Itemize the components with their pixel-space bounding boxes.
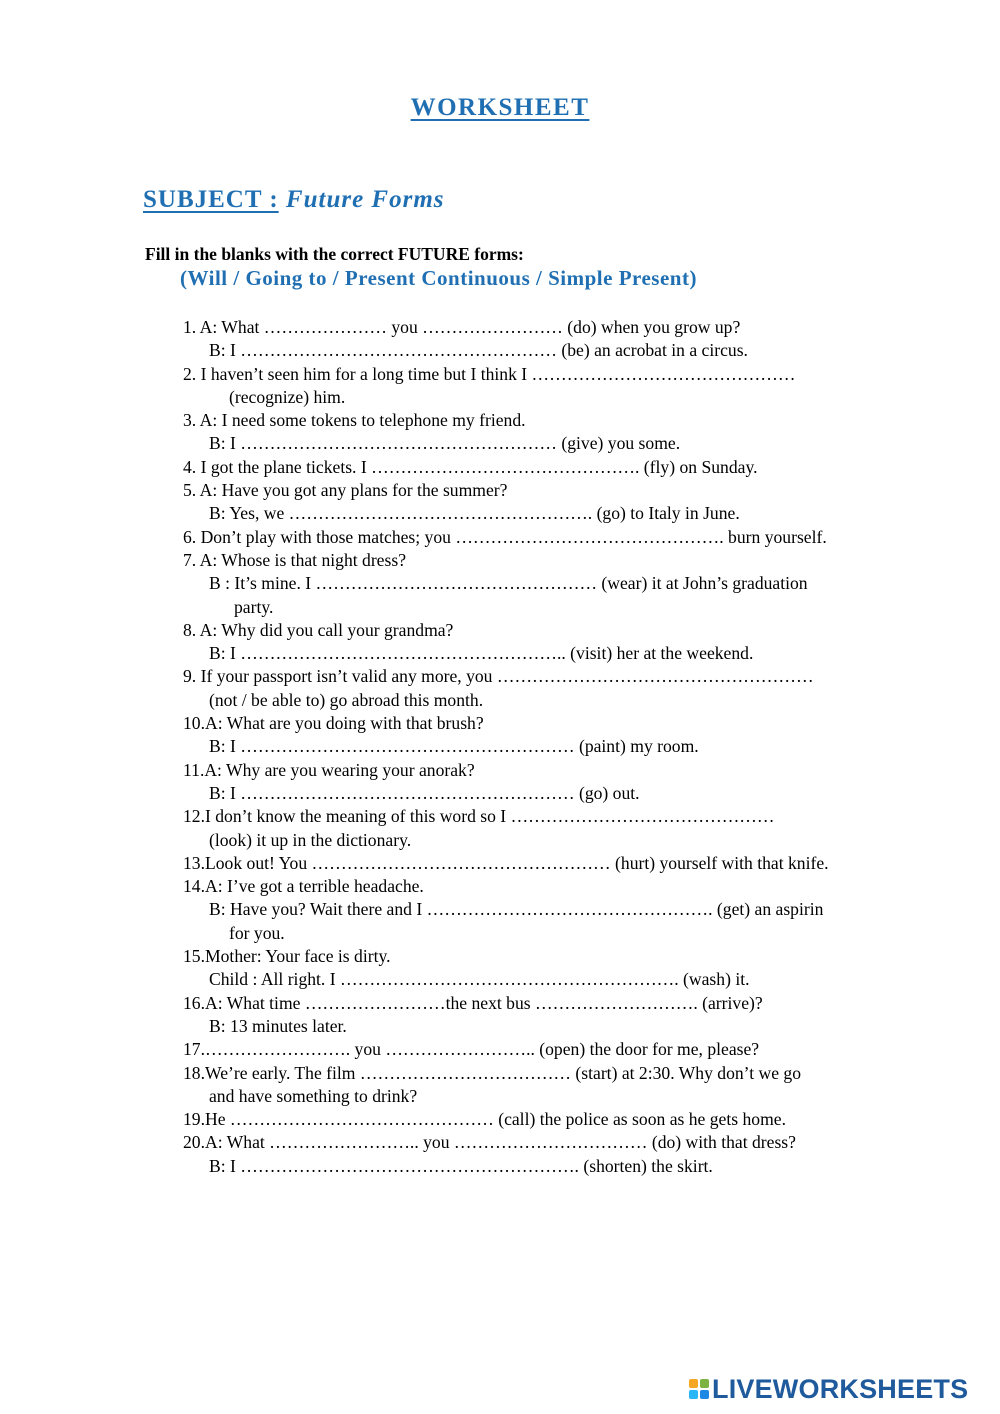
exercise-line: 1. A: What ………………… you …………………… (do) when you grow up? <box>183 317 741 337</box>
subject-value: Future Forms <box>285 186 445 213</box>
logo-square-1 <box>689 1379 698 1388</box>
exercise-line: 14.A: I’ve got a terrible headache. <box>183 876 424 897</box>
exercise-line: B: I ………………………………………………… (go) out. <box>209 782 640 803</box>
subject-heading <box>143 186 445 214</box>
exercise-line: B : It’s mine. I ………………………………………… (wear) it at John’s graduation <box>209 573 808 594</box>
exercise-line: B: Have you? Wait there and I …………………………………………. (get) an aspirin <box>209 899 824 920</box>
form-options: (Will / Going to / Present Continuous / Simple Present) <box>180 266 697 290</box>
exercise-line: 3. A: I need some tokens to telephone my friend. <box>183 410 526 431</box>
liveworksheets-logo[interactable] <box>689 1373 968 1405</box>
logo-square-3 <box>689 1390 698 1399</box>
exercise-line: 12.I don’t know the meaning of this word so I ……………………………………… <box>183 806 775 827</box>
exercise-line: (look) it up in the dictionary. <box>209 829 412 850</box>
exercise-line: B: Yes, we ……………………………………………. (go) to Italy in June. <box>209 503 740 524</box>
exercise-line: 16.A: What time ……………………the next bus ………………………. (arrive)? <box>183 992 763 1013</box>
exercise-line: 6. Don’t play with those matches; you ………………………………………. burn yourself. <box>183 526 827 547</box>
exercise-line: 4. I got the plane tickets. I ………………………………………. (fly) on Sunday. <box>183 456 758 477</box>
exercise-line: 5. A: Have you got any plans for the summer? <box>183 480 508 501</box>
exercise-line: B: I ……………………………………………… (give) you some. <box>209 433 681 454</box>
exercise-line: 13.Look out! You …………………………………………… (hurt) yourself with that knife. <box>183 852 829 873</box>
logo-square-4 <box>700 1390 709 1399</box>
exercise-line: B: I …………………………………………………. (shorten) the skirt. <box>209 1155 713 1176</box>
page-title: WORKSHEET <box>410 94 590 121</box>
exercise-line: Child : All right. I …………………………………………………. (wash) it. <box>209 969 750 990</box>
exercise-line: 7. A: Whose is that night dress? <box>183 549 406 570</box>
instructions: Fill in the blanks with the correct FUTURE forms: <box>145 244 524 264</box>
exercise-line: 9. If your passport isn’t valid any more, you ……………………………………………… <box>183 666 814 687</box>
exercise-line: 10.A: What are you doing with that brush? <box>183 713 484 734</box>
exercise-line: 2. I haven’t seen him for a long time but I think I ……………………………………… <box>183 363 796 384</box>
exercise-line: B: I ………………………………………………… (paint) my room. <box>209 736 699 757</box>
exercise-line: 15.Mother: Your face is dirty. <box>183 946 391 967</box>
exercise-line: and have something to drink? <box>209 1085 418 1106</box>
exercise-line: (recognize) him. <box>229 386 346 407</box>
exercise-line: B: I ……………………………………………… (be) an acrobat in a circus. <box>209 340 748 361</box>
logo-icon <box>689 1379 709 1399</box>
exercise-line: 8. A: Why did you call your grandma? <box>183 619 454 640</box>
exercise-list <box>183 316 943 1178</box>
exercise-line: 17.……………………. you …………………….. (open) the door for me, please? <box>183 1039 760 1060</box>
exercise-line: 20.A: What …………………….. you …………………………… (do) with that dress? <box>183 1132 796 1153</box>
exercise-line: for you. <box>229 922 285 943</box>
subject-label: SUBJECT : <box>143 186 279 213</box>
exercise-line: party. <box>234 596 274 617</box>
exercise-line: 11.A: Why are you wearing your anorak? <box>183 759 475 780</box>
logo-square-2 <box>700 1379 709 1388</box>
exercise-line: B: I ……………………………………………….. (visit) her at the weekend. <box>209 643 754 664</box>
exercise-line: B: 13 minutes later. <box>209 1015 347 1036</box>
exercise-line: 18.We’re early. The film ……………………………… (start) at 2:30. Why don’t we go <box>183 1062 801 1083</box>
exercise-line: 19.He ……………………………………… (call) the police as soon as he gets home. <box>183 1109 786 1130</box>
logo-text: LIVEWORKSHEETS <box>712 1373 969 1404</box>
exercise-line: (not / be able to) go abroad this month. <box>209 689 484 710</box>
